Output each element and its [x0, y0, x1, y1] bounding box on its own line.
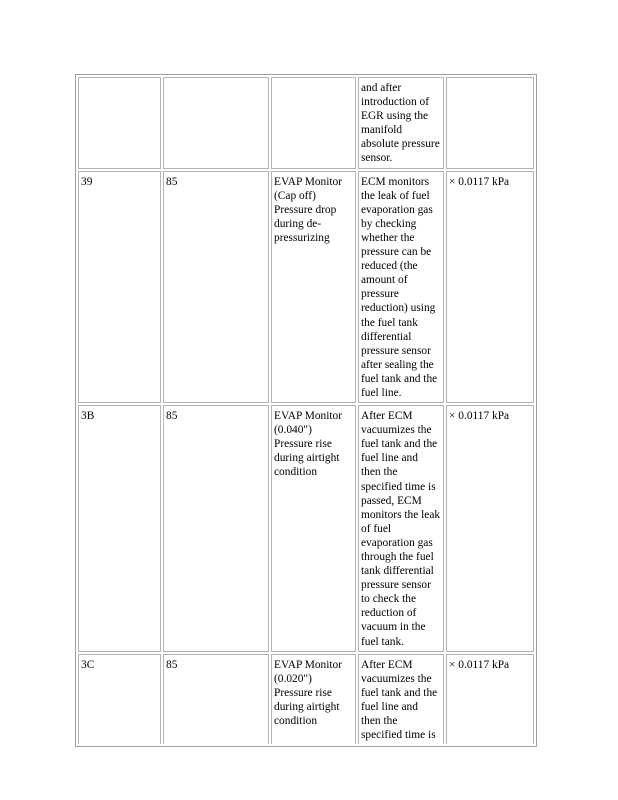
unit-cell: × 0.0117 kPa: [446, 405, 534, 652]
test-id-cell: 39: [78, 171, 161, 404]
monitor-id-cell: 85: [163, 405, 269, 652]
unit-cell: [446, 77, 534, 169]
test-id-cell: 3C: [78, 654, 161, 745]
unit-cell: × 0.0117 kPa: [446, 171, 534, 404]
monitor-table: [75, 74, 537, 747]
monitor-id-cell: 85: [163, 654, 269, 745]
test-id-cell: [78, 77, 161, 169]
monitor-name-cell: [271, 77, 356, 169]
monitor-name-cell: EVAP Monitor (Cap off) Pressure drop during de- pressurizing: [271, 171, 356, 404]
table-row: [78, 77, 534, 169]
table-row: [78, 654, 534, 745]
monitor-name-cell: EVAP Monitor (0.040") Pressure rise during airtight condition: [271, 405, 356, 652]
monitor-id-cell: [163, 77, 269, 169]
description-cell: and after introduction of EGR using the manifold absolute pressure sensor.: [358, 77, 444, 169]
description-cell: After ECM vacuumizes the fuel tank and the fuel line and then the specified time is passed, ECM monitors the leak of fuel evaporation gas through the fuel tank differential pressure sensor to check the reduction of vacuum in the fuel tank.: [358, 405, 444, 652]
monitor-name-cell: EVAP Monitor (0.020") Pressure rise during airtight condition: [271, 654, 356, 745]
unit-cell: × 0.0117 kPa: [446, 654, 534, 745]
description-cell: ECM monitors the leak of fuel evaporation gas by checking whether the pressure can be reduced (the amount of pressure reduction) using the fuel tank differential pressure sensor after sealing the fuel tank and the fuel line.: [358, 171, 444, 404]
test-id-cell: 3B: [78, 405, 161, 652]
description-cell: After ECM vacuumizes the fuel tank and the fuel line and then the specified time is: [358, 654, 444, 745]
table-row: [78, 171, 534, 404]
table-row: [78, 405, 534, 652]
monitor-id-cell: 85: [163, 171, 269, 404]
